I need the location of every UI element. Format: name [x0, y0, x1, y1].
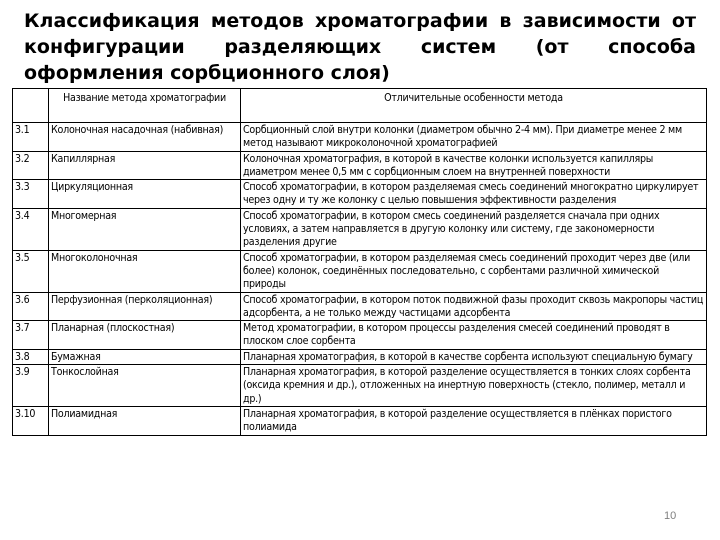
- row-number-cell: 3.8: [13, 349, 49, 364]
- method-name-cell: Многоколоночная: [49, 250, 241, 292]
- row-number-cell: 3.7: [13, 321, 49, 350]
- row-number-cell: 3.6: [13, 292, 49, 321]
- method-description-cell: Метод хроматографии, в котором процессы разделения смесей соединений проводят в плоском слое сорбента: [241, 321, 707, 350]
- method-name-cell: Капиллярная: [49, 151, 241, 180]
- table-row: [13, 180, 707, 209]
- methods-table: [12, 88, 707, 436]
- method-name-cell: Тонкослойная: [49, 365, 241, 407]
- table-row: [13, 208, 707, 250]
- method-description-cell: Сорбционный слой внутри колонки (диаметром обычно 2-4 мм). При диаметре менее 2 мм метод называют микроколоночной хроматографией: [241, 123, 707, 152]
- table-row: [13, 321, 707, 350]
- method-description-cell: Планарная хроматография, в которой разделение осуществляется в плёнках пористого полиамида: [241, 406, 707, 435]
- table-row: [13, 292, 707, 321]
- method-description-cell: Способ хроматографии, в котором разделяемая смесь соединений проходит через две (или более) колонок, соединённых последовательно, с сорбентами различной химической природы: [241, 250, 707, 292]
- row-number-cell: 3.1: [13, 123, 49, 152]
- row-number-cell: 3.3: [13, 180, 49, 209]
- slide-title: Классификация методов хроматографии в зависимости от конфигурации разделяющих систем (от способа оформления сорбционного слоя): [24, 10, 696, 84]
- method-name-cell: Колоночная насадочная (набивная): [49, 123, 241, 152]
- row-number-cell: 3.9: [13, 365, 49, 407]
- method-description-cell: Способ хроматографии, в котором поток подвижной фазы проходит сквозь макропоры частиц адсорбента, а не только между частицами адсорбента: [241, 292, 707, 321]
- table-row: [13, 365, 707, 407]
- method-description-cell: Планарная хроматография, в которой разделение осуществляется в тонких слоях сорбента (оксида кремния и др.), отложенных на инертную поверхность (стекло, полимер, металл и др.): [241, 365, 707, 407]
- header-features: Отличительные особенности метода: [241, 89, 707, 123]
- row-number-cell: 3.4: [13, 208, 49, 250]
- row-number-cell: 3.2: [13, 151, 49, 180]
- table-header-row: [13, 89, 707, 123]
- method-name-cell: Перфузионная (перколяционная): [49, 292, 241, 321]
- page-number: 10: [664, 510, 677, 522]
- method-description-cell: Колоночная хроматография, в которой в качестве колонки используется капилляры диаметром менее 0,5 мм с сорбционным слоем на внутренней поверхности: [241, 151, 707, 180]
- table-row: [13, 406, 707, 435]
- method-description-cell: Способ хроматографии, в котором разделяемая смесь соединений многократно циркулирует через одну и ту же колонку с целью повышения эффективности разделения: [241, 180, 707, 209]
- method-name-cell: Многомерная: [49, 208, 241, 250]
- table-row: [13, 250, 707, 292]
- row-number-cell: 3.5: [13, 250, 49, 292]
- method-description-cell: Планарная хроматография, в которой в качестве сорбента используют специальную бумагу: [241, 349, 707, 364]
- header-number: [13, 89, 49, 123]
- method-name-cell: Бумажная: [49, 349, 241, 364]
- method-name-cell: Циркуляционная: [49, 180, 241, 209]
- table-row: [13, 123, 707, 152]
- table-row: [13, 151, 707, 180]
- method-name-cell: Полиамидная: [49, 406, 241, 435]
- row-number-cell: 3.10: [13, 406, 49, 435]
- header-method-name: Название метода хроматографии: [49, 89, 241, 123]
- method-name-cell: Планарная (плоскостная): [49, 321, 241, 350]
- method-description-cell: Способ хроматографии, в котором смесь соединений разделяется сначала при одних условиях, а затем направляется в другую колонку или систему, где закономерности разделения другие: [241, 208, 707, 250]
- table-row: [13, 349, 707, 364]
